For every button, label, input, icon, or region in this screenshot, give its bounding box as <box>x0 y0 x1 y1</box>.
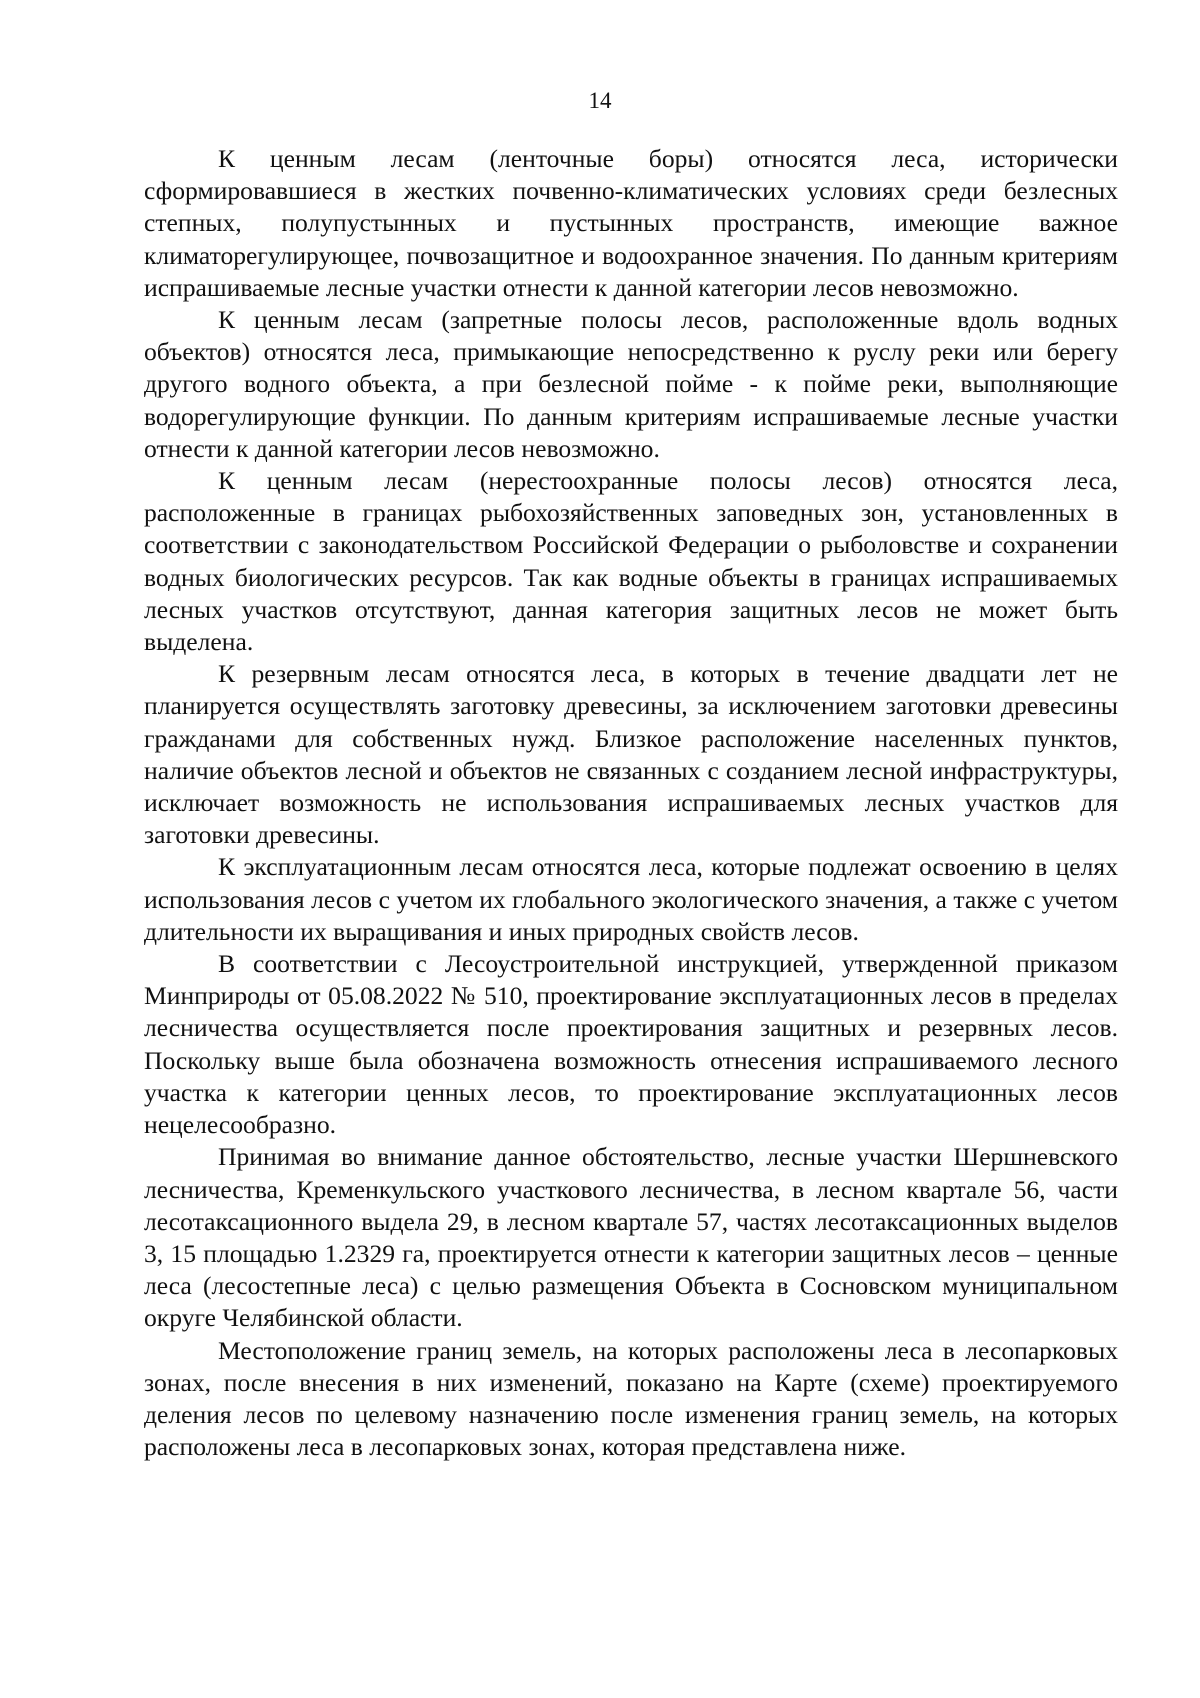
paragraph-reserve-forests: К резервным лесам относятся леса, в которых в течение двадцати лет не планируется осуществлять заготовку древесины, за исключением заготовки древесины гражданами для собственных нужд. Близкое расположение населенных пунктов, наличие объектов лесной и объектов не связанных с созданием лесной инфраструктуры, исключает возможность не использования испрашиваемых лесных участков для заготовки древесины. <box>144 659 1118 850</box>
paragraph-forest-management-instruction: В соответствии с Лесоустроительной инструкцией, утвержденной приказом Минприроды от 05.08.2022 № 510, проектирование эксплуатационных лесов в пределах лесничества осуществляется после проектирования защитных и резервных лесов. Поскольку выше была обозначена возможность отнесения испрашиваемого лесного участка к категории ценных лесов, то проектирование эксплуатационных лесов нецелесообразно. <box>144 949 1118 1140</box>
paragraph-map-reference: Местоположение границ земель, на которых расположены леса в лесопарковых зонах, после внесения в них изменений, показано на Карте (схеме) проектируемого деления лесов по целевому назначению после изменения границ земель, на которых расположены леса в лесопарковых зонах, которая представлена ниже. <box>144 1335 1118 1462</box>
paragraph-exploitation-forests: К эксплуатационным лесам относятся леса, которые подлежат освоению в целях использования лесов с учетом их глобального экологического значения, а также с учетом длительности их выращивания и иных природных свойств лесов. <box>144 852 1118 946</box>
paragraph-category-decision: Принимая во внимание данное обстоятельство, лесные участки Шершневского лесничества, Кременкульского участкового лесничества, в лесном квартале 56, части лесотаксационного выдела 29, в лесном квартале 57, частях лесотаксационных выделов 3, 15 площадью 1.2329 га, проектируется отнести к категории защитных лесов – ценные леса (лесостепные леса) с целью размещения Объекта в Сосновском муниципальном округе Челябинской области. <box>144 1142 1118 1333</box>
document-body <box>144 143 1118 1463</box>
paragraph-valuable-forests-spawning-strips: К ценным лесам (нерестоохранные полосы лесов) относятся леса, расположенные в границах рыбохозяйственных заповедных зон, установленных в соответствии с законодательством Российской Федерации о рыболовстве и сохранении водных биологических ресурсов. Так как водные объекты в границах испрашиваемых лесных участков отсутствуют, данная категория защитных лесов не может быть выделена. <box>144 466 1118 657</box>
page-number: 14 <box>588 88 612 113</box>
paragraph-valuable-forests-restricted-strips: К ценным лесам (запретные полосы лесов, расположенные вдоль водных объектов) относятся леса, примыкающие непосредственно к руслу реки или берегу другого водного объекта, а при безлесной пойме - к пойме реки, выполняющие водорегулирующие функции. По данным критериям испрашиваемые лесные участки отнести к данной категории лесов невозможно. <box>144 305 1118 463</box>
paragraph-valuable-forests-ribbon-pine: К ценным лесам (ленточные боры) относятся леса, исторически сформировавшиеся в жестких почвенно-климатических условиях среди безлесных степных, полупустынных и пустынных пространств, имеющие важное климаторегулирующее, почвозащитное и водоохранное значения. По данным критериям испрашиваемые лесные участки отнести к данной категории лесов невозможно. <box>144 144 1118 302</box>
